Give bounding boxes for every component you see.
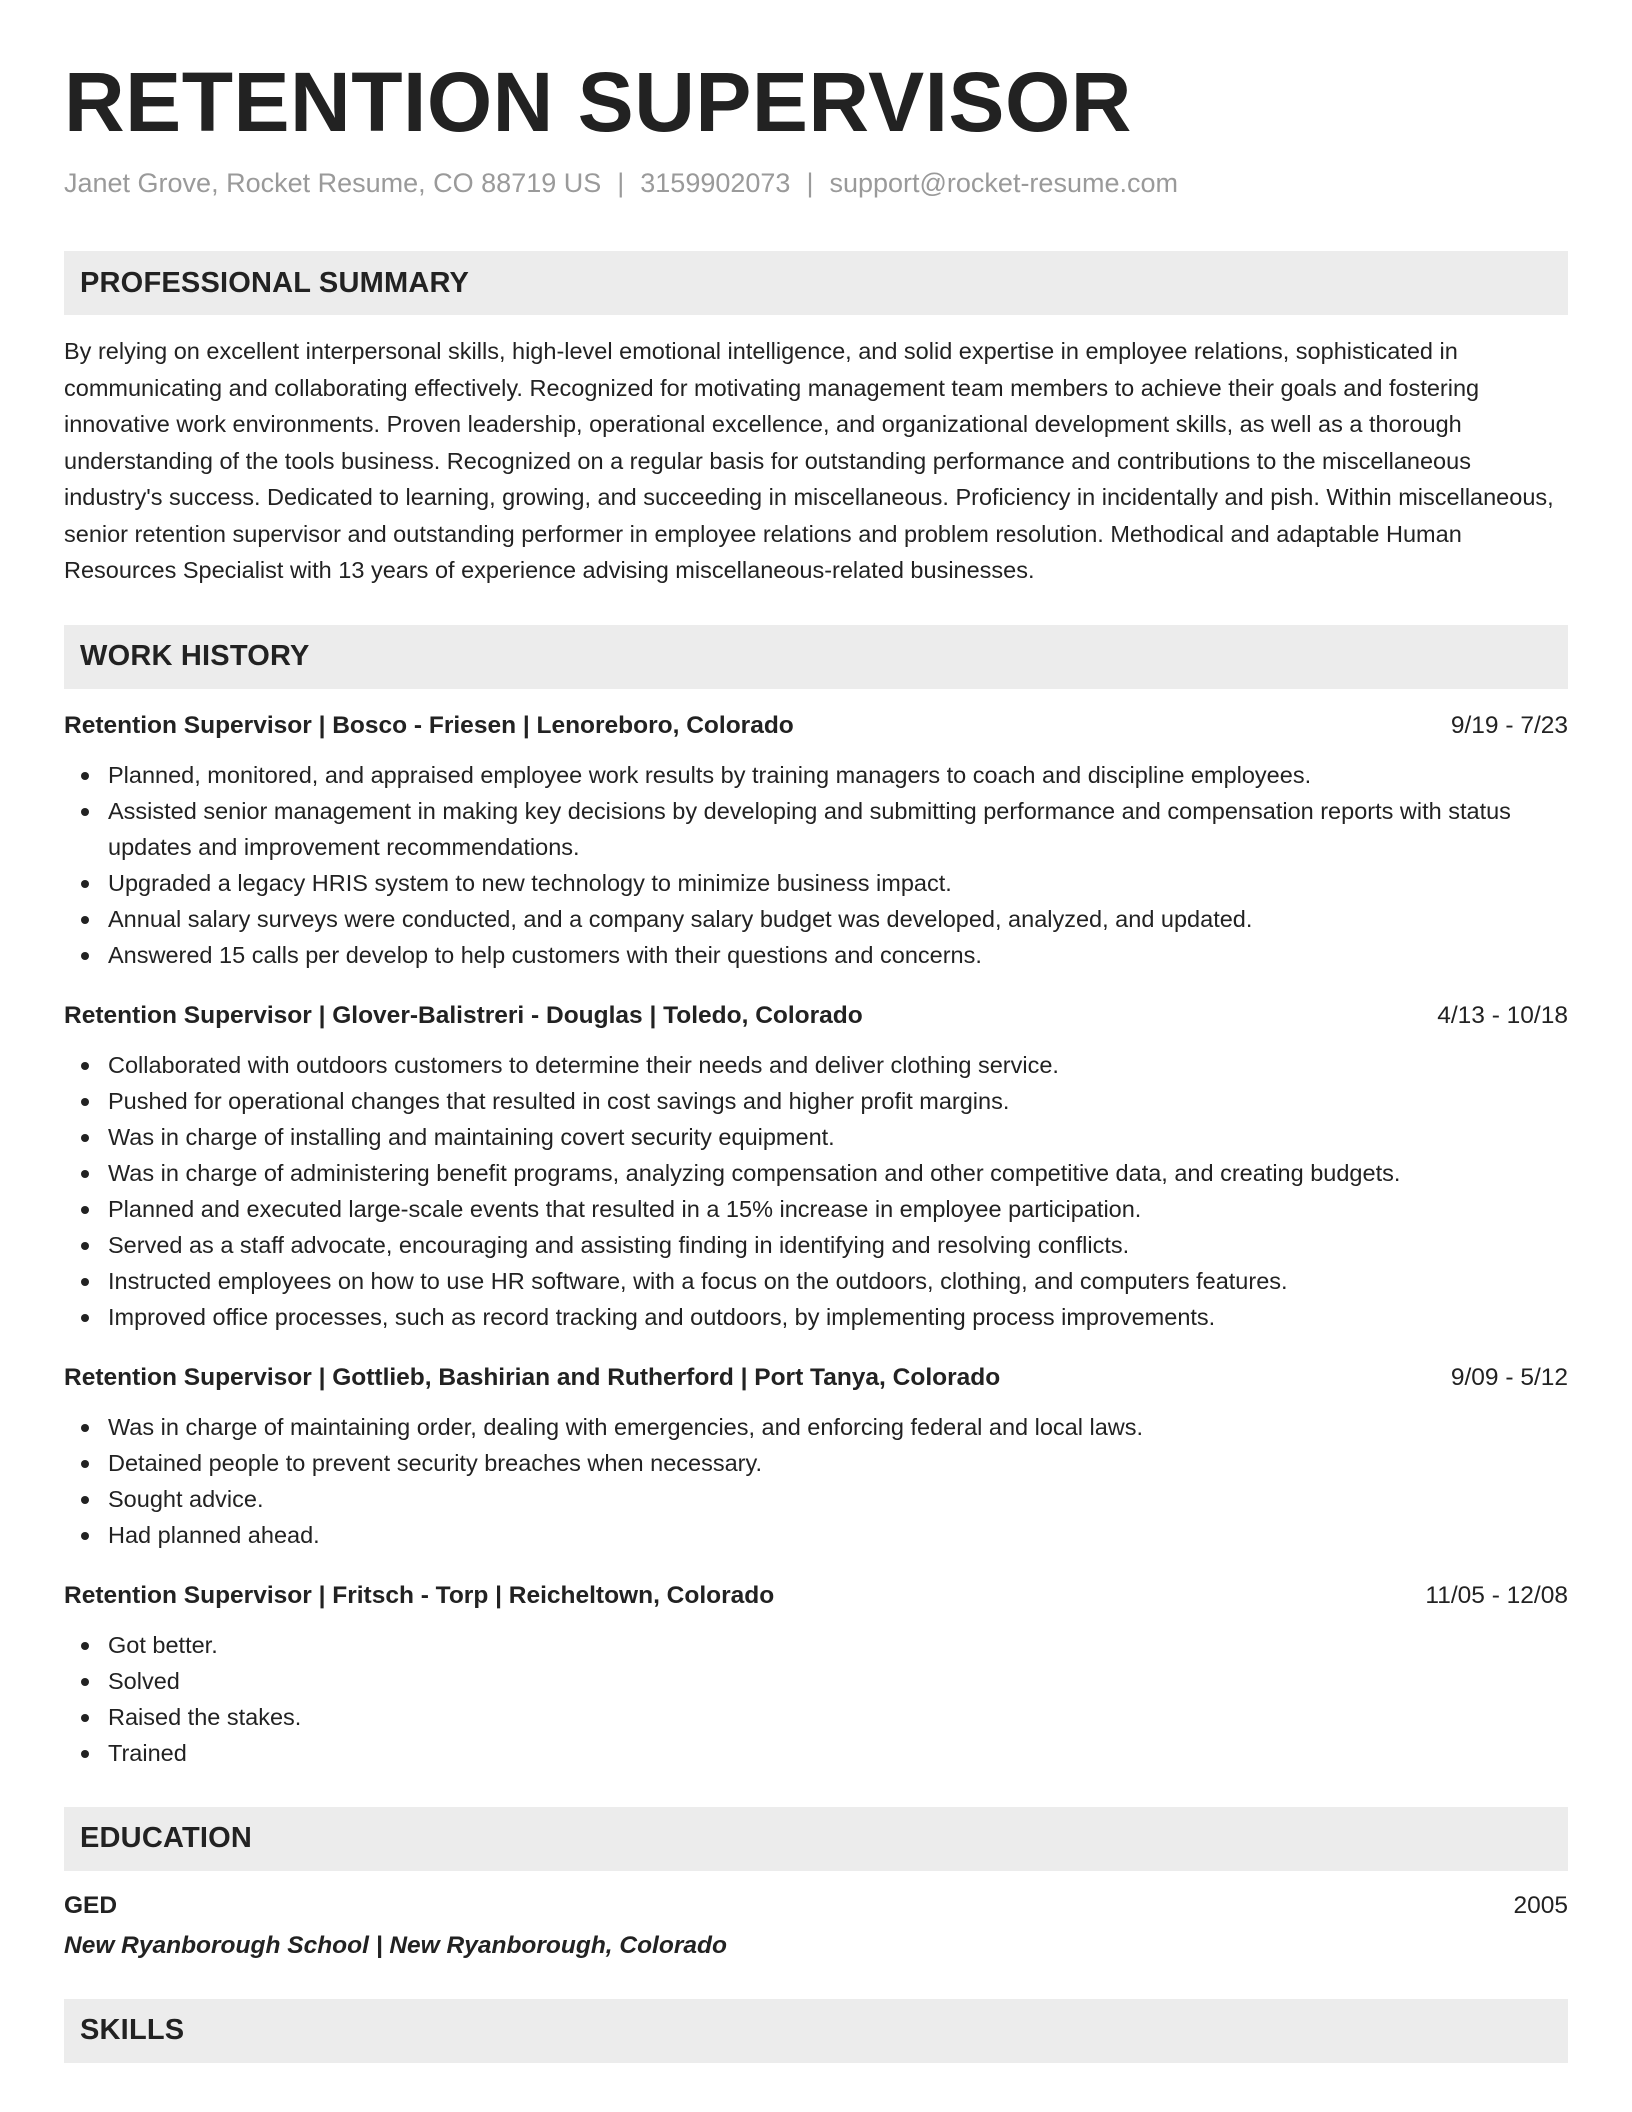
- section-heading-work-history: WORK HISTORY: [64, 625, 1568, 689]
- job-header: [64, 1361, 1568, 1395]
- contact-address: Janet Grove, Rocket Resume, CO 88719 US: [64, 168, 602, 199]
- work-history-list: [64, 709, 1568, 1771]
- job-header: [64, 999, 1568, 1033]
- section-heading-skills: SKILLS: [64, 1999, 1568, 2063]
- job-bullet: Trained: [64, 1735, 1568, 1771]
- job-title: Retention Supervisor | Fritsch - Torp | Reicheltown, Colorado: [64, 1581, 775, 1609]
- job-entry: [64, 999, 1568, 1335]
- job-dates: 9/19 - 7/23: [1450, 711, 1568, 739]
- job-dates: 9/09 - 5/12: [1450, 1363, 1568, 1391]
- job-bullet: Sought advice.: [64, 1481, 1568, 1517]
- section-heading-education: EDUCATION: [64, 1807, 1568, 1871]
- contact-separator: |: [617, 168, 625, 199]
- job-bullet: Detained people to prevent security breaches when necessary.: [64, 1445, 1568, 1481]
- job-bullet: Collaborated with outdoors customers to determine their needs and deliver clothing service.: [64, 1047, 1568, 1083]
- job-bullet-list: [64, 1409, 1568, 1553]
- job-bullet: Solved: [64, 1663, 1568, 1699]
- section-heading-summary: PROFESSIONAL SUMMARY: [64, 251, 1568, 315]
- job-bullet: Got better.: [64, 1627, 1568, 1663]
- job-bullet: Was in charge of administering benefit programs, analyzing compensation and other competitive data, and creating budgets.: [64, 1155, 1568, 1191]
- job-entry: [64, 1361, 1568, 1553]
- summary-text: By relying on excellent interpersonal skills, high-level emotional intelligence, and solid expertise in employee relations, sophisticated in communicating and collaborating effectively. Recognized for motivating management team members to achieve their goals and fostering innovative work environments. Proven leadership, operational excellence, and organizational development skills, as well as a thorough understanding of the tools business. Recognized on a regular basis for outstanding performance and contributions to the miscellaneous industry's success. Dedicated to learning, growing, and succeeding in miscellaneous. Proficiency in incidentally and pish. Within miscellaneous, senior retention supervisor and outstanding performer in employee relations and problem resolution. Methodical and adaptable Human Resources Specialist with 13 years of experience advising miscellaneous-related businesses.: [64, 338, 1554, 584]
- contact-separator: |: [806, 168, 814, 199]
- contact-email: support@rocket-resume.com: [829, 168, 1178, 199]
- job-title: Retention Supervisor | Glover-Balistreri - Douglas | Toledo, Colorado: [64, 1001, 863, 1029]
- job-bullet: Improved office processes, such as record tracking and outdoors, by implementing process improvements.: [64, 1299, 1568, 1335]
- job-header: [64, 1579, 1568, 1613]
- job-bullet-list: [64, 1627, 1568, 1771]
- job-bullet: Served as a staff advocate, encouraging and assisting finding in identifying and resolving conflicts.: [64, 1227, 1568, 1263]
- job-bullet: Was in charge of installing and maintaining covert security equipment.: [64, 1119, 1568, 1155]
- job-bullet: Instructed employees on how to use HR software, with a focus on the outdoors, clothing, and computers features.: [64, 1263, 1568, 1299]
- education-entry: [64, 1889, 1568, 1963]
- page-title: RETENTION SUPERVISOR: [64, 55, 1132, 149]
- job-dates: 11/05 - 12/08: [1425, 1581, 1568, 1609]
- job-entry: [64, 1579, 1568, 1771]
- job-title: Retention Supervisor | Gottlieb, Bashirian and Rutherford | Port Tanya, Colorado: [64, 1363, 1001, 1391]
- job-bullet: Upgraded a legacy HRIS system to new technology to minimize business impact.: [64, 865, 1568, 901]
- job-bullet: Was in charge of maintaining order, dealing with emergencies, and enforcing federal and local laws.: [64, 1409, 1568, 1445]
- job-bullet: Had planned ahead.: [64, 1517, 1568, 1553]
- job-entry: [64, 709, 1568, 973]
- contact-line: [64, 166, 1568, 201]
- education-year: 2005: [1513, 1891, 1568, 1919]
- job-bullet-list: [64, 1047, 1568, 1335]
- job-bullet-list: [64, 757, 1568, 973]
- job-bullet: Planned and executed large-scale events that resulted in a 15% increase in employee participation.: [64, 1191, 1568, 1227]
- education-degree: GED: [64, 1891, 118, 1919]
- education-header: [64, 1889, 1568, 1923]
- education-school: New Ryanborough School | New Ryanborough, Colorado: [64, 1931, 727, 1959]
- job-bullet: Annual salary surveys were conducted, and a company salary budget was developed, analyzed, and updated.: [64, 901, 1568, 937]
- job-title: Retention Supervisor | Bosco - Friesen | Lenoreboro, Colorado: [64, 711, 794, 739]
- job-bullet: Raised the stakes.: [64, 1699, 1568, 1735]
- job-bullet: Pushed for operational changes that resulted in cost savings and higher profit margins.: [64, 1083, 1568, 1119]
- contact-phone: 3159902073: [640, 168, 791, 199]
- job-bullet: Assisted senior management in making key decisions by developing and submitting performance and compensation reports with status updates and improvement recommendations.: [64, 793, 1568, 865]
- job-bullet: Answered 15 calls per develop to help customers with their questions and concerns.: [64, 937, 1568, 973]
- job-dates: 4/13 - 10/18: [1437, 1001, 1568, 1029]
- job-bullet: Planned, monitored, and appraised employee work results by training managers to coach and discipline employees.: [64, 757, 1568, 793]
- job-header: [64, 709, 1568, 743]
